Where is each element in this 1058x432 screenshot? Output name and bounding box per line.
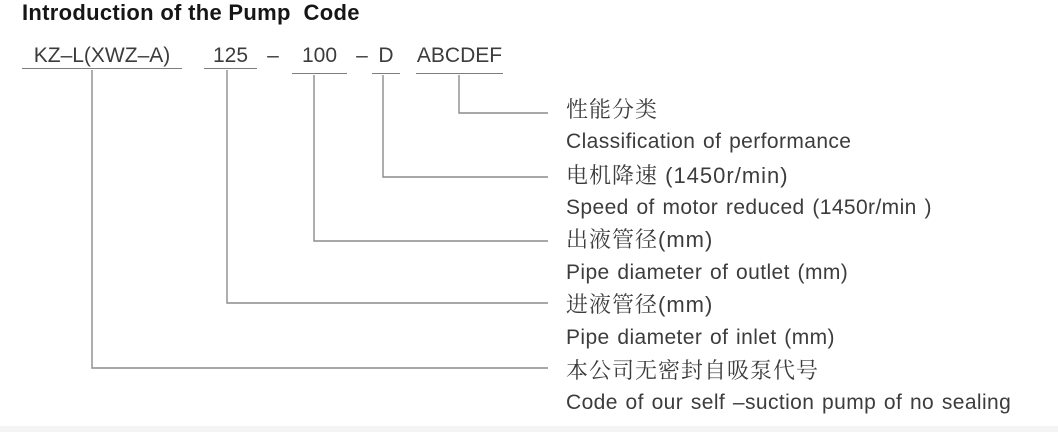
code-segment-inlet-diameter: 125 — [204, 45, 257, 69]
page-title: Introduction of the Pump Code — [22, 0, 360, 25]
legend-inlet-diameter-zh: 进液管径(mm) — [566, 292, 714, 317]
code-separator-dash: – — [356, 44, 368, 67]
code-segment-outlet-diameter: 100 — [292, 45, 347, 74]
connector-series-code — [92, 70, 548, 368]
code-segment-series: KZ–L(XWZ–A) — [22, 45, 182, 69]
legend-series-code-en: Code of our self –suction pump of no sealing — [566, 391, 1012, 414]
legend-outlet-diameter-en: Pipe diameter of outlet (mm) — [566, 261, 849, 284]
legend-inlet-diameter-en: Pipe diameter of inlet (mm) — [566, 326, 835, 349]
connector-classification — [459, 75, 548, 113]
connector-outlet-diameter — [314, 75, 548, 241]
legend-series-code-zh: 本公司无密封自吸泵代号 — [566, 358, 820, 383]
legend-classification-zh: 性能分类 — [566, 97, 659, 122]
connector-motor-speed — [383, 75, 548, 177]
legend-motor-speed-en: Speed of motor reduced (1450r/min ) — [566, 196, 932, 219]
connector-inlet-diameter — [227, 70, 548, 303]
legend-motor-speed-zh: 电机降速 (1450r/min) — [566, 163, 789, 188]
legend-outlet-diameter-zh: 出液管径(mm) — [566, 227, 714, 252]
code-separator-dash: – — [267, 44, 279, 67]
legend-classification-en: Classification of performance — [566, 130, 852, 153]
code-segment-performance-class: ABCDEF — [416, 45, 503, 74]
code-segment-motor-speed: D — [372, 45, 400, 74]
page-bottom-strip — [0, 426, 1058, 432]
